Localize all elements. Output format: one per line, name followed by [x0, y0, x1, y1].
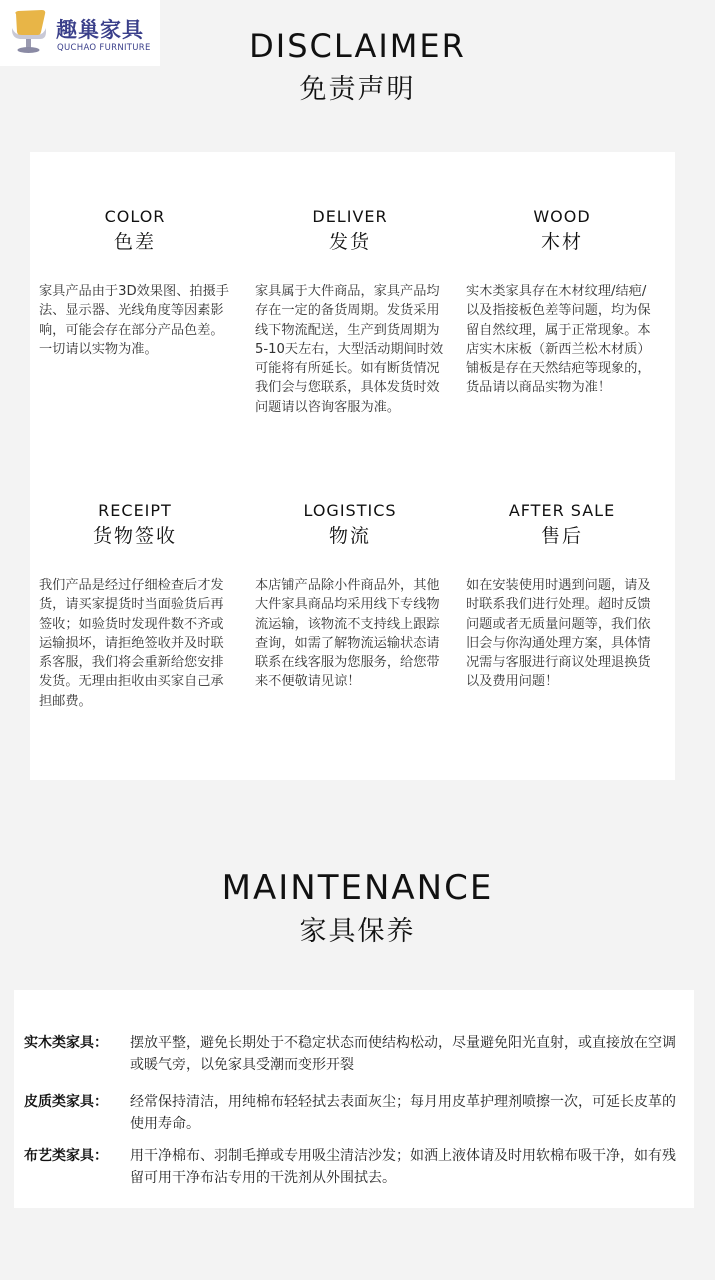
brand-name-en: QUCHAO FURNITURE — [57, 43, 151, 53]
item-body: 我们产品是经过仔细检查后才发货，请买家提货时当面验货后再签收；如验货时发现件数不齐或运输损坏，请拒绝签收并及时联系客服，我们将会重新给您安排发货。无理由拒收由买家自己承担邮费。 — [39, 578, 224, 709]
item-title-cn: 发货 — [328, 231, 371, 253]
maintenance-item-text: 用干净棉布、羽制毛掸或专用吸尘清洁沙发；如洒上液体请及时用软棉布吸干净，如有残留可用干净布沾专用的干洗剂从外围拭去。 — [130, 1148, 676, 1186]
disclaimer-item-receipt — [35, 500, 235, 711]
item-title-cn: 售后 — [540, 525, 583, 547]
item-title-cn: 物流 — [328, 525, 371, 547]
item-title-cn: 色差 — [113, 231, 156, 253]
item-body: 如在安装使用时遇到问题，请及时联系我们进行处理。超时反馈问题或者无质量问题等，我们依旧会与你沟通处理方案，具体情况需与客服进行商议处理退换货以及费用问题！ — [466, 578, 651, 690]
disclaimer-item-after-sale — [462, 500, 662, 692]
maintenance-panel — [14, 990, 694, 1208]
item-title-cn: 木材 — [540, 231, 583, 253]
disclaimer-item-deliver — [251, 206, 449, 417]
item-title-en: WOOD — [533, 207, 591, 226]
brand-name-cn: 趣巢家具 — [56, 18, 144, 42]
disclaimer-item-logistics — [251, 500, 449, 692]
maintenance-item-text: 摆放平整，避免长期处于不稳定状态而使结构松动，尽量避免阳光直射，或直接放在空调或暖气旁，以免家具受潮而变形开裂 — [130, 1035, 676, 1073]
item-body: 家具属于大件商品，家具产品均存在一定的备货周期。发货采用线下物流配送，生产到货周期为5-10天左右，大型活动期间时效可能将有所延长。如有断货情况我们会与您联系，具体发货时效问题请以咨询客服为准。 — [255, 284, 444, 415]
disclaimer-title-cn: 免责声明 — [299, 74, 416, 105]
disclaimer-title-en: DISCLAIMER — [249, 27, 466, 65]
item-body: 家具产品由于3D效果图、拍摄手法、显示器、光线角度等因素影响，可能会存在部分产品色差。一切请以实物为准。 — [39, 284, 229, 357]
item-title-cn: 货物签收 — [92, 525, 177, 547]
maintenance-title-cn: 家具保养 — [299, 916, 416, 947]
disclaimer-panel — [30, 152, 675, 780]
maintenance-title-en: MAINTENANCE — [221, 868, 494, 908]
maintenance-item-label: 实木类家具： — [24, 1035, 108, 1051]
item-body: 本店铺产品除小件商品外，其他大件家具商品均采用线下专线物流运输，该物流不支持线上跟踪查询，如需了解物流运输状态请联系在线客服为您服务，给您带来不便敬请见谅！ — [255, 578, 440, 690]
item-title-en: DELIVER — [312, 207, 388, 226]
item-title-en: RECEIPT — [98, 501, 172, 520]
maintenance-item-label: 布艺类家具： — [24, 1148, 108, 1164]
maintenance-item-text: 经常保持清洁，用纯棉布轻轻拭去表面灰尘；每月用皮革护理剂喷擦一次，可延长皮革的使用寿命。 — [130, 1094, 676, 1132]
item-title-en: LOGISTICS — [303, 501, 397, 520]
maintenance-item-label: 皮质类家具： — [24, 1094, 108, 1110]
item-title-en: AFTER SALE — [508, 501, 616, 520]
disclaimer-item-color — [35, 206, 235, 359]
item-body: 实木类家具存在木材纹理/结疤/以及指接板色差等问题，均为保留自然纹理，属于正常现象。本店实木床板（新西兰松木材质）铺板是存在天然结疤等现象的，货品请以商品实物为准！ — [466, 284, 651, 396]
disclaimer-item-wood — [462, 206, 662, 398]
item-title-en: COLOR — [104, 207, 166, 226]
